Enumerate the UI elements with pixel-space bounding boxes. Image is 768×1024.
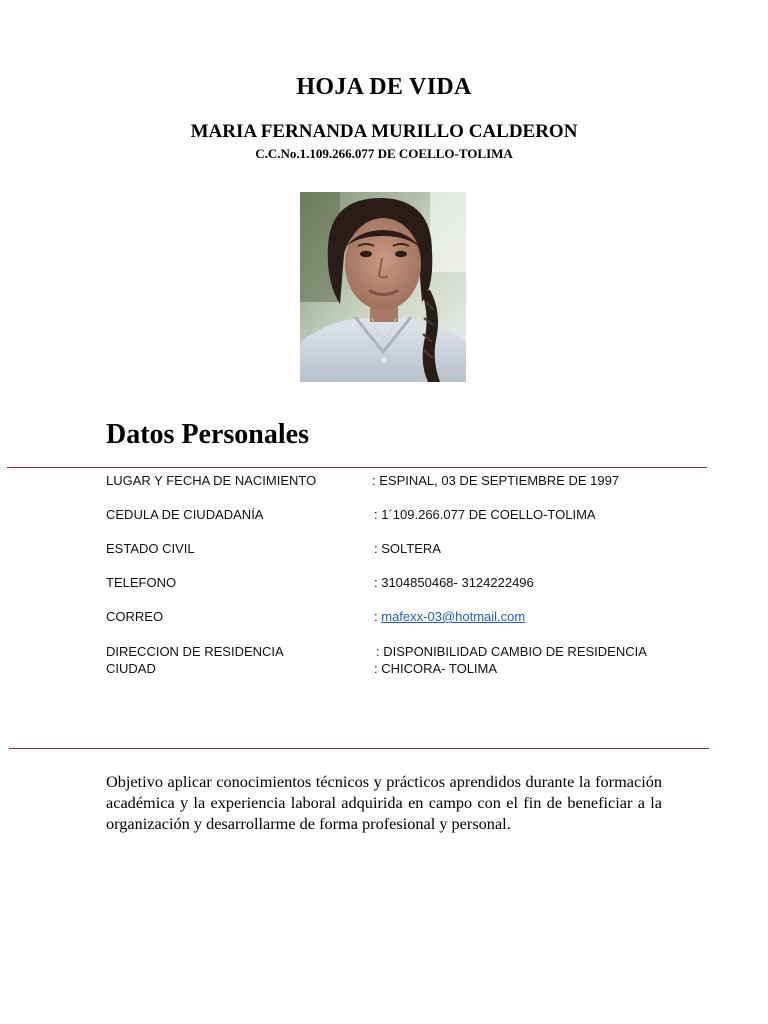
field-label: CEDULA DE CIUDADANÍA [106,507,264,522]
section-divider-top [7,467,707,468]
field-value: : 1´109.266.077 DE COELLO-TOLIMA [374,507,596,522]
field-value: : SOLTERA [374,541,441,556]
field-value: : 3104850468- 3124222496 [374,575,534,590]
id-line: C.C.No.1.109.266.077 DE COELLO-TOLIMA [255,146,513,161]
field-value: : DISPONIBILIDAD CAMBIO DE RESIDENCIA [376,644,647,659]
field-value: : ESPINAL, 03 DE SEPTIEMBRE DE 1997 [372,473,620,488]
field-label: CORREO [106,609,164,624]
document-title: HOJA DE VIDA [296,74,472,100]
field-label: DIRECCION DE RESIDENCIA [106,644,284,659]
field-label: TELEFONO [106,575,177,590]
field-label: CIUDAD [106,661,156,676]
section-title: Datos Personales [106,419,309,450]
field-label: LUGAR Y FECHA DE NACIMIENTO [106,473,317,488]
email-link[interactable]: mafexx-03@hotmail.com [381,609,526,624]
objective-paragraph: Objetivo aplicar conocimientos técnicos y prácticos aprendidos durante la formación académica y la experiencia laboral adquirida en campo con el fin de beneficiar a la organización y desarrollarme de forma profesional y personal. [106,772,662,833]
profile-photo [300,192,466,382]
section-divider-bottom [9,748,709,749]
field-value-prefix: : [374,609,382,624]
person-name: MARIA FERNANDA MURILLO CALDERON [190,121,578,142]
field-label: ESTADO CIVIL [106,541,195,556]
field-value: : CHICORA- TOLIMA [374,661,498,676]
